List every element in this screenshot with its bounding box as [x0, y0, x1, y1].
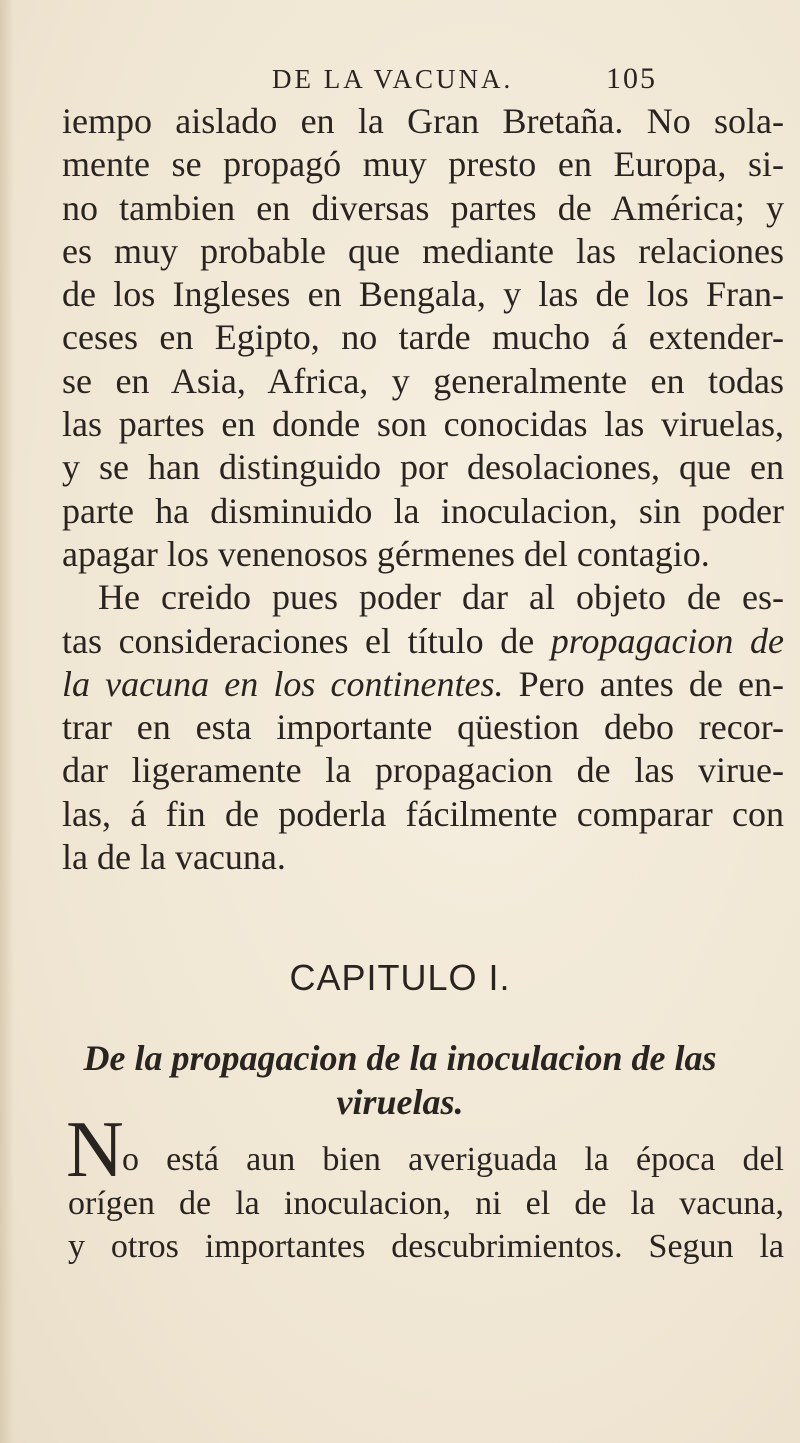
- text-line: es muy probable que mediante las relaciones: [62, 230, 784, 271]
- text-line: se en Asia, Africa, y generalmente en todas: [62, 360, 784, 401]
- text-line: de los Ingleses en Bengala, y las de los Fran-: [62, 274, 784, 315]
- chapter-title-line: De la propagacion de la inoculacion de las: [83, 1038, 717, 1078]
- text-line: parte ha disminuido la inoculacion, sin poder: [62, 490, 784, 531]
- chapter-heading: CAPITULO I.: [289, 957, 511, 998]
- text-line: y se han distinguido por desolaciones, que en: [62, 447, 784, 488]
- text-line: mente se propagó muy presto en Europa, si-: [62, 144, 784, 185]
- page-number: 105: [606, 62, 657, 95]
- text-line: ceses en Egipto, no tarde mucho á extender-: [62, 317, 784, 358]
- text-line: [62, 663, 784, 706]
- text-line: orígen de la inoculacion, ni el de la vacuna,: [68, 1185, 784, 1222]
- text-line: iempo aislado en la Gran Bretaña. No sola-: [62, 101, 784, 141]
- body-text: [62, 100, 784, 879]
- running-title: DE LA VACUNA.: [272, 64, 514, 94]
- text-line: dar ligeramente la propagacion de las virue-: [62, 750, 784, 791]
- text-line: apagar los venenosos gérmenes del contagio.: [62, 533, 710, 574]
- drop-cap: N: [66, 1106, 124, 1194]
- text-line: no tambien en diversas partes de América; y: [62, 187, 784, 228]
- paragraph-indent-line: He creido pues poder dar al objeto de es-: [98, 577, 784, 618]
- text-line: o está aun bien averiguada la época del: [122, 1141, 784, 1178]
- text-segment: tas consideraciones el título de: [62, 620, 551, 661]
- text-line: las partes en donde son conocidas las viruelas,: [62, 404, 784, 445]
- body-text-chapter: [62, 1182, 784, 1269]
- text-segment: Pero antes de en-: [503, 663, 784, 704]
- text-line: [62, 620, 784, 663]
- page-gutter-shadow: [0, 0, 14, 1443]
- text-line: trar en esta importante qüestion debo recor-: [62, 707, 784, 748]
- text-line: y otros importantes descubrimientos. Segun la: [68, 1228, 784, 1266]
- italic-phrase: la vacuna en los continentes.: [62, 663, 504, 704]
- text-line: las, á fin de poderla fácilmente comparar con: [62, 793, 784, 834]
- chapter-title-line: viruelas.: [336, 1082, 464, 1122]
- text-line: la de la vacuna.: [62, 837, 286, 878]
- running-head: [0, 58, 800, 102]
- italic-phrase: propagacion de: [550, 620, 784, 661]
